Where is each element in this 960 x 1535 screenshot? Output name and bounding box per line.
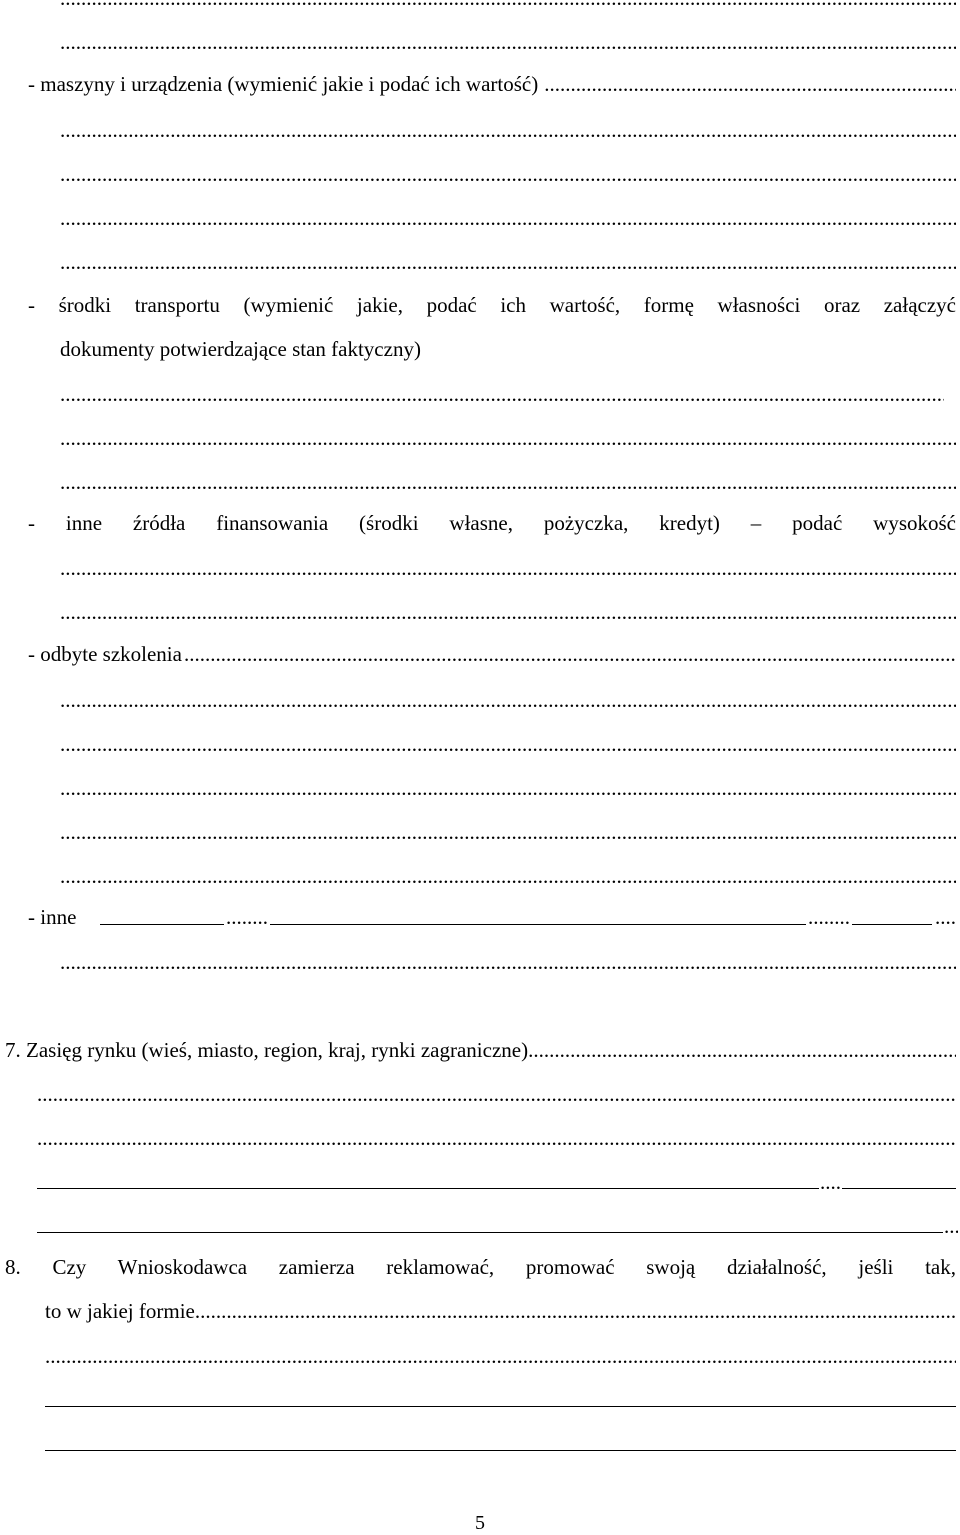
answer-line[interactable] xyxy=(60,0,956,10)
answer-line[interactable] xyxy=(60,382,944,406)
item-srodki-transportu: - środki transportu (wymienić jakie, podać ich wartość, formę własności oraz załączyć xyxy=(28,293,956,317)
answer-line[interactable] xyxy=(60,688,956,712)
answer-line[interactable] xyxy=(528,1038,956,1062)
answer-line[interactable] xyxy=(60,776,956,800)
answer-line[interactable] xyxy=(37,1126,956,1150)
section-8-cont-text: to w jakiej formie xyxy=(45,1299,195,1323)
answer-line[interactable] xyxy=(37,1082,956,1106)
item-szkolenia xyxy=(28,642,956,666)
answer-line[interactable] xyxy=(60,250,956,274)
answer-line[interactable] xyxy=(184,642,956,666)
answer-dots[interactable] xyxy=(944,1214,958,1238)
answer-line[interactable] xyxy=(60,470,956,494)
section-7 xyxy=(5,1038,956,1062)
answer-line[interactable] xyxy=(195,1299,956,1323)
section-8-cont xyxy=(45,1299,956,1323)
answer-underline[interactable] xyxy=(100,924,224,925)
answer-dots[interactable] xyxy=(808,905,850,929)
answer-line[interactable] xyxy=(60,732,956,756)
item-inne-zrodla: - inne źródła finansowania (środki własne, pożyczka, kredyt) – podać wysokość xyxy=(28,511,956,535)
answer-underline[interactable] xyxy=(37,1188,819,1189)
answer-line[interactable] xyxy=(60,950,956,974)
answer-line[interactable] xyxy=(45,1344,956,1368)
answer-line[interactable] xyxy=(60,206,956,230)
answer-line[interactable] xyxy=(60,162,956,186)
answer-dots[interactable] xyxy=(820,1170,841,1194)
item-szkolenia-label: - odbyte szkolenia xyxy=(28,642,182,666)
answer-line[interactable] xyxy=(60,820,956,844)
answer-line[interactable] xyxy=(60,556,956,580)
item-srodki-transportu-cont: dokumenty potwierdzające stan faktyczny) xyxy=(60,337,421,361)
answer-dots[interactable] xyxy=(226,905,268,929)
answer-underline[interactable] xyxy=(852,924,932,925)
item-maszyny-label: - maszyny i urządzenia (wymienić jakie i podać ich wartość) xyxy=(28,72,539,96)
answer-underline[interactable] xyxy=(45,1406,956,1407)
answer-line[interactable] xyxy=(60,600,956,624)
item-maszyny xyxy=(28,72,956,96)
answer-underline[interactable] xyxy=(37,1232,943,1233)
answer-line[interactable] xyxy=(60,30,956,54)
answer-line[interactable] xyxy=(544,72,956,96)
section-7-text: 7. Zasięg rynku (wieś, miasto, region, kraj, rynki zagraniczne) xyxy=(5,1038,529,1062)
page-number: 5 xyxy=(475,1512,485,1534)
answer-underline[interactable] xyxy=(270,924,806,925)
answer-line[interactable] xyxy=(60,426,956,450)
answer-line[interactable] xyxy=(60,864,956,888)
answer-dots[interactable] xyxy=(935,905,956,929)
answer-line[interactable] xyxy=(60,118,956,142)
answer-underline[interactable] xyxy=(45,1450,956,1451)
answer-underline[interactable] xyxy=(842,1188,956,1189)
section-8: 8. Czy Wnioskodawca zamierza reklamować, promować swoją działalność, jeśli tak, xyxy=(5,1255,956,1279)
item-inne: - inne xyxy=(28,905,77,929)
